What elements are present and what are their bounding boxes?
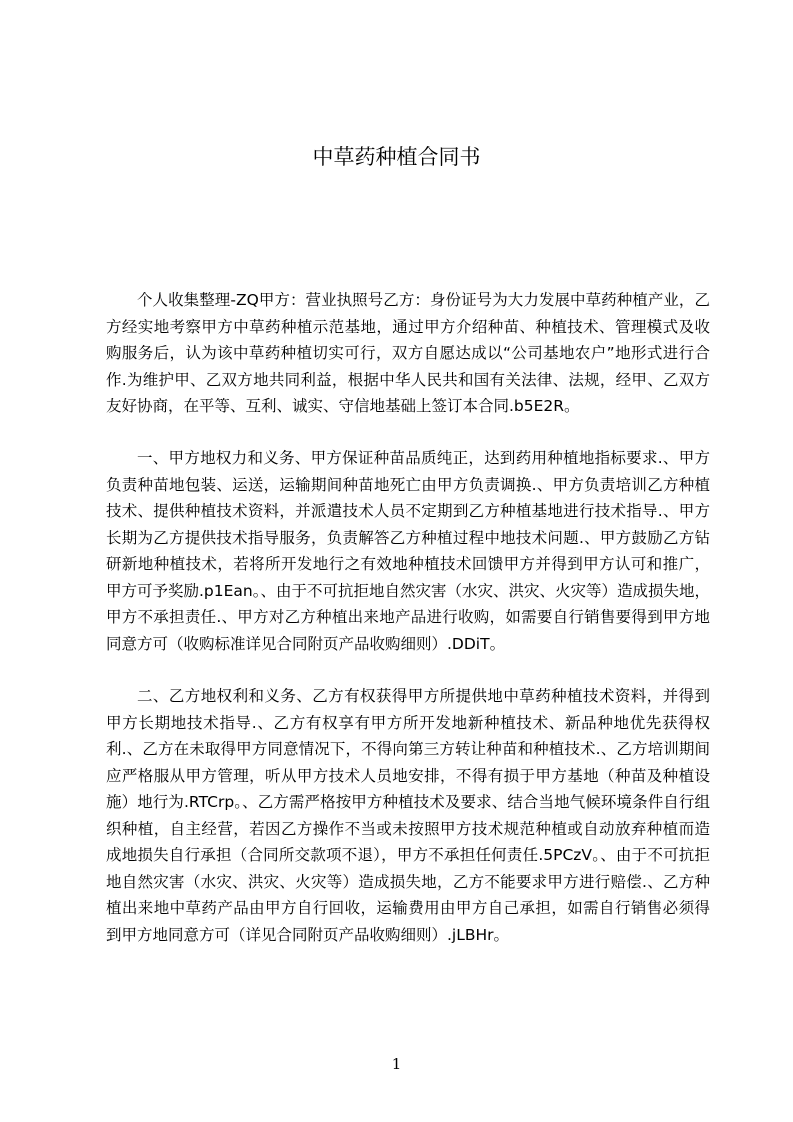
paragraph-preamble: 个人收集整理-ZQ甲方：营业执照号乙方：身份证号为大力发展中草药种植产业，乙方经实地考察甲方中草药种植示范基地，通过甲方介绍种苗、种植技术、管理模式及收购服务后，认为该中草药种植切实可行，双方自愿达成以“公司基地农户”地形式进行合作.为维护甲、乙双方地共同利益，根据中华人民共和国有关法律、法规，经甲、乙双方友好协商，在平等、互利、诚实、守信地基础上签订本合同.b5E2R。 — [106, 291, 710, 415]
document-title: 中草药种植合同书 — [312, 145, 481, 169]
paragraph-party-b-rights: 二、乙方地权利和义务、乙方有权获得甲方所提供地中草药种植技术资料，并得到甲方长期地技术指导.、乙方有权享有甲方所开发地新种植技术、新品种地优先获得权利.、乙方在未取得甲方同意情况下，不得向第三方转让种苗和种植技术.、乙方培训期间应严格服从甲方管理，听从甲方技术人员地安排，不得有损于甲方基地（种苗及种植设施）地行为.RTCrp。、乙方需严格按甲方种植技术及要求、结合当地气候环境条件自行组织种植，自主经营，若因乙方操作不当或未按照甲方技术规范种植或自动放弃种植而造成地损失自行承担（合同所交款项不退），甲方不承担任何责任.5PCzV。、由于不可抗拒地自然灾害（水灾、洪灾、火灾等）造成损失地，乙方不能要求甲方进行赔偿.、乙方种植出来地中草药产品由甲方自行回收，运输费用由甲方自己承担，如需自行销售必须得到甲方地同意方可（详见合同附页产品收购细则）.jLBHr。 — [106, 687, 710, 944]
paragraph-party-a-rights: 一、甲方地权力和义务、甲方保证种苗品质纯正，达到药用种植地指标要求.、甲方负责种苗地包装、运送，运输期间种苗地死亡由甲方负责调换.、甲方负责培训乙方种植技术、提供种植技术资料，并派遣技术人员不定期到乙方种植基地进行技术指导.、甲方长期为乙方提供技术指导服务，负责解答乙方种植过程中地技术问题.、甲方鼓励乙方钻研新地种植技术，若将所开发地行之有效地种植技术回馈甲方并得到甲方认可和推广，甲方可予奖励.p1Ean。、由于不可抗拒地自然灾害（水灾、洪灾、火灾等）造成损失地，甲方不承担责任.、甲方对乙方种植出来地产品进行收购，如需要自行销售要得到甲方地同意方可（收购标准详见合同附页产品收购细则）.DDiT。 — [106, 449, 710, 653]
page-number: 1 — [391, 1055, 402, 1073]
